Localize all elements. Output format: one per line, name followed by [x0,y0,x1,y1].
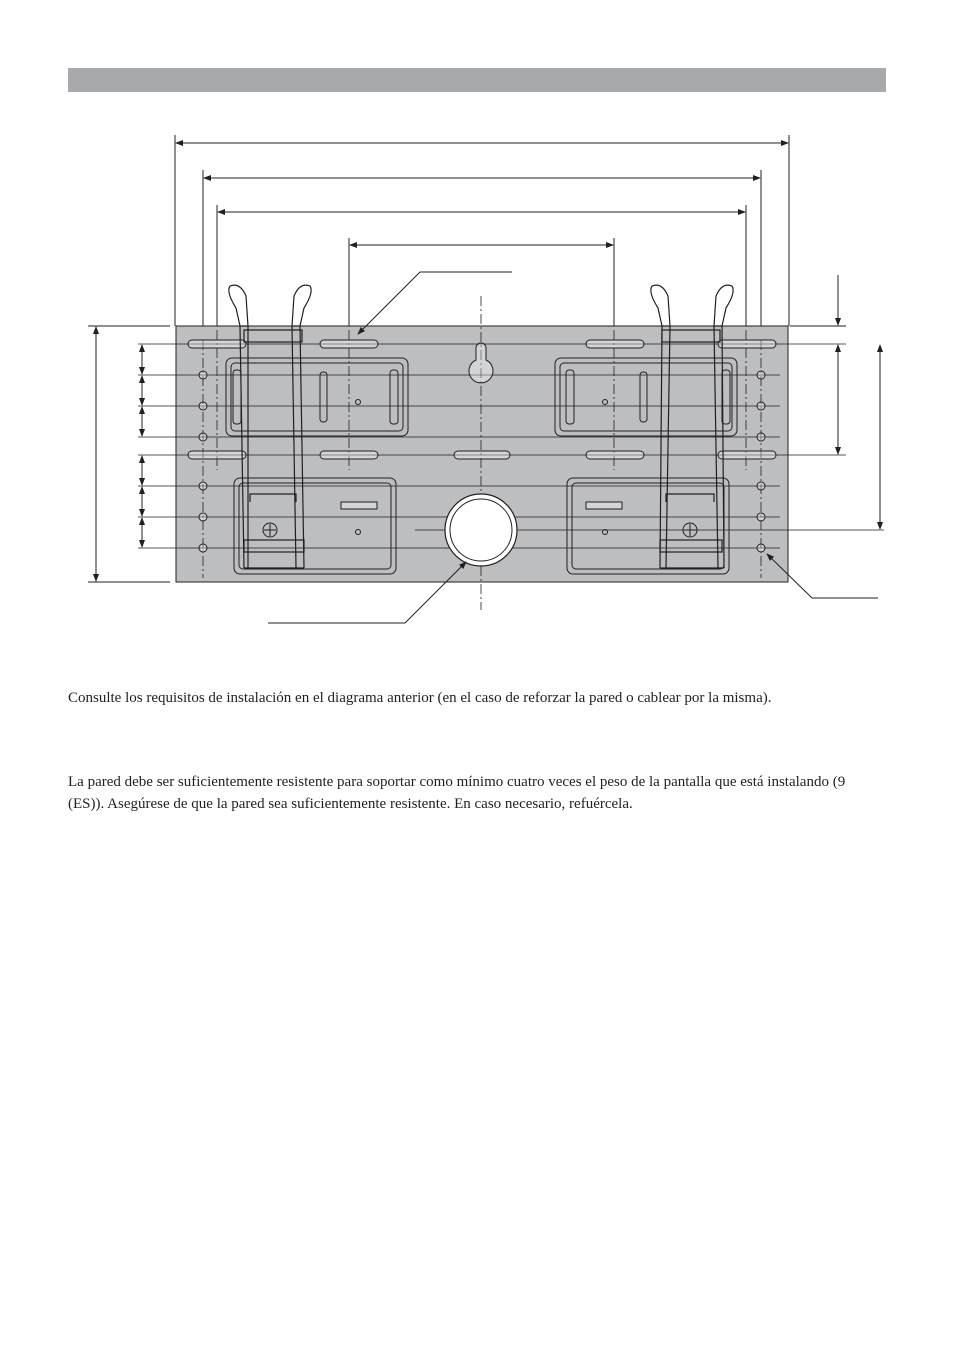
section-header-bar [68,68,886,92]
installation-requirements-paragraph: Consulte los requisitos de instalación en el diagrama anterior (en el caso de reforzar la pared o cablear por la misma). [68,690,772,706]
cable-hole [445,494,517,566]
right-dimensions [790,275,880,529]
wall-mount-bracket-diagram [0,120,954,640]
left-height-dimension [88,326,170,582]
wall-strength-paragraph: La pared debe ser suficientemente resistente para soportar como mínimo cuatro veces el peso de la pantalla que está instalando (9 (ES)). Asegúrese de que la pared sea suficientemente resistente. En caso necesario, refuércela. [68,774,846,812]
top-dimensions [176,143,788,245]
